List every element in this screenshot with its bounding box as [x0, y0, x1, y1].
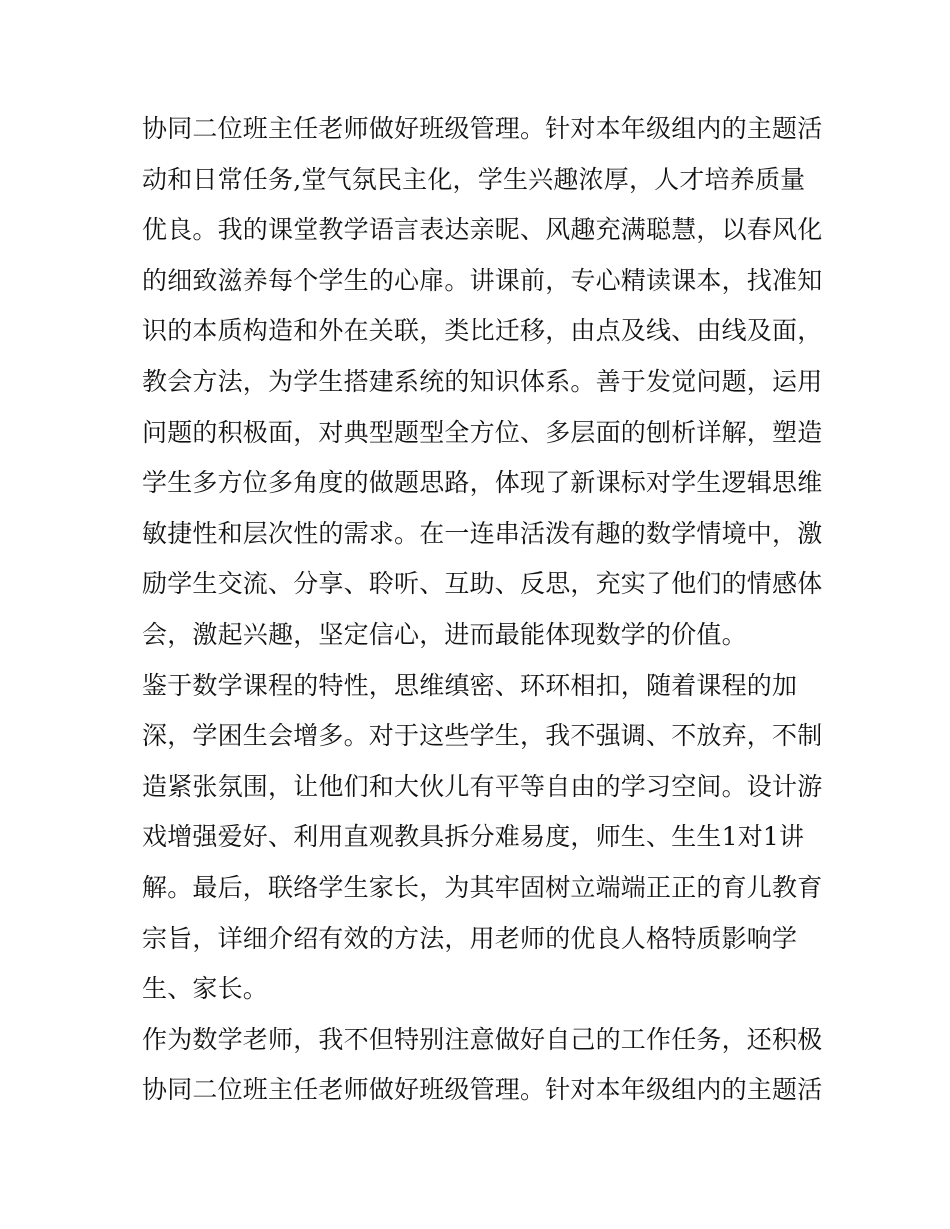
- text-line: 解。最后，联络学生家长，为其牢固树立端端正正的育儿教育: [142, 872, 823, 902]
- text-line: 生、家长。: [142, 974, 269, 1004]
- text-line: 宗旨，详细介绍有效的方法，用老师的优良人格特质影响学: [142, 923, 798, 953]
- text-line: 协同二位班主任老师做好班级管理。针对本年级组内的主题活: [142, 1075, 823, 1105]
- text-line: 识的本质构造和外在关联，类比迁移，由点及线、由线及面，: [142, 316, 823, 346]
- text-line: 教会方法，为学生搭建系统的知识体系。善于发觉问题，运用: [142, 366, 823, 396]
- text-line: 的细致滋养每个学生的心扉。讲课前，专心精读课本，找准知: [142, 265, 823, 295]
- paragraph-3: [142, 1015, 822, 1116]
- text-line: 鉴于数学课程的特性，思维缜密、环环相扣，随着课程的加: [142, 670, 798, 700]
- text-line: 励学生交流、分享、聆听、互助、反思，充实了他们的情感体: [142, 569, 823, 599]
- text-line: 学生多方位多角度的做题思路，体现了新课标对学生逻辑思维: [142, 468, 823, 498]
- text-line: 造紧张氛围，让他们和大伙儿有平等自由的学习空间。设计游: [142, 771, 823, 801]
- paragraph-2: [142, 661, 822, 1015]
- text-line: 问题的积极面，对典型题型全方位、多层面的刨析详解，塑造: [142, 417, 823, 447]
- text-line: 戏增强爱好、利用直观教具拆分难易度，师生、生生1对1讲: [142, 822, 805, 852]
- text-line: 敏捷性和层次性的需求。在一连串活泼有趣的数学情境中，激: [142, 518, 823, 548]
- document-body: [142, 104, 822, 1116]
- text-line: 作为数学老师，我不但特别注意做好自己的工作任务，还积极: [142, 1024, 823, 1054]
- text-line: 协同二位班主任老师做好班级管理。针对本年级组内的主题活: [142, 114, 823, 143]
- text-line: 会，激起兴趣，坚定信心，进而最能体现数学的价值。: [142, 619, 747, 649]
- paragraph-1: [142, 104, 822, 661]
- text-line: 动和日常任务,堂气氛民主化，学生兴趣浓厚，人才培养质量: [142, 164, 806, 194]
- text-line: 深，学困生会增多。对于这些学生，我不强调、不放弃，不制: [142, 721, 823, 751]
- text-line: 优良。我的课堂教学语言表达亲昵、风趣充满聪慧，以春风化: [142, 215, 823, 245]
